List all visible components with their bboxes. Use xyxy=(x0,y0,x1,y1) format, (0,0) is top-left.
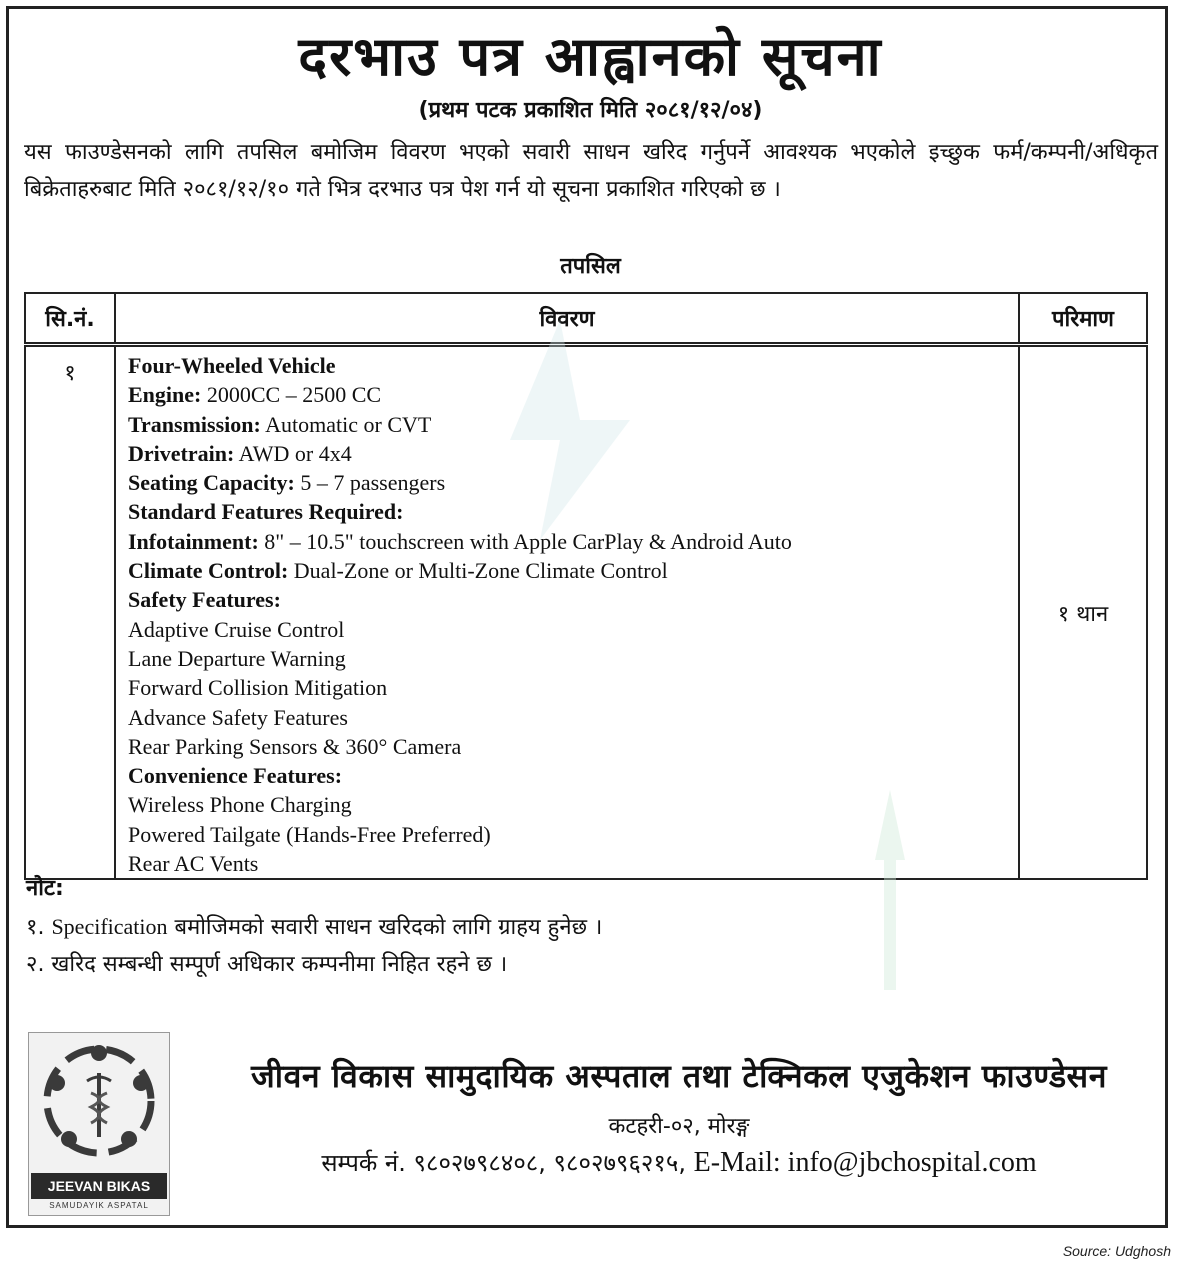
intro-paragraph: यस फाउण्डेसनको लागि तपसिल बमोजिम विवरण भएको सवारी साधन खरिद गर्नुपर्ने आवश्यक भएकोले इच्छुक फर्म/कम्पनी/अधिकृत बिक्रेताहरुबाट मिति २०८१/१२/१० गते भित्र दरभाउ पत्र पेश गर्न यो सूचना प्रकाशित गरिएको छ । xyxy=(24,140,1158,202)
organization-name: जीवन विकास सामुदायिक अस्पताल तथा टेक्निकल एजुकेशन फाउण्डेसन xyxy=(251,1057,1107,1095)
note-2: २. खरिद सम्बन्धी सम्पूर्ण अधिकार कम्पनीमा निहित रहने छ । xyxy=(26,952,508,977)
publication-date: (प्रथम पटक प्रकाशित मिति २०८१/१२/०४) xyxy=(418,98,763,123)
spec-line-wireless-charging: Wireless Phone Charging xyxy=(128,792,352,818)
organization-logo xyxy=(28,1032,170,1216)
spec-line-convenience-features: Convenience Features: xyxy=(128,763,343,789)
source-credit: Source: Udghosh xyxy=(1062,1243,1171,1259)
contact-info xyxy=(214,1146,1144,1179)
spec-line-lane-departure: Lane Departure Warning xyxy=(128,645,346,671)
note-1: १. Specification बमोजिमको सवारी साधन खरिदको लागि ग्राहय हुनेछ । xyxy=(26,914,603,940)
logo-sublabel: SAMUDAYIK ASPATAL xyxy=(49,1201,149,1210)
header-serial-number: सि.नं. xyxy=(25,293,115,345)
table-row xyxy=(25,345,1147,880)
spec-line-rear-ac: Rear AC Vents xyxy=(128,851,259,877)
logo-emblem-icon xyxy=(29,1033,169,1171)
spec-line-advance-safety: Advance Safety Features xyxy=(128,704,348,730)
header-quantity: परिमाण xyxy=(1019,293,1147,345)
spec-line-vehicle-type: Four-Wheeled Vehicle xyxy=(128,353,336,378)
spec-line-climate-control: Climate Control: Dual-Zone or Multi-Zone Climate Control xyxy=(128,558,668,584)
contact-email: E-Mail: info@jbchospital.com xyxy=(693,1147,1037,1178)
spec-line-adaptive-cruise: Adaptive Cruise Control xyxy=(128,616,345,642)
spec-line-safety-features: Safety Features: xyxy=(128,587,281,613)
table-header-row xyxy=(25,293,1147,345)
row-serial-number: १ xyxy=(25,345,115,880)
spec-line-engine: Engine: 2000CC – 2500 CC xyxy=(128,382,382,408)
schedule-heading: तपसिल xyxy=(560,254,621,279)
organization-address: कटहरी-०२, मोरङ्ग xyxy=(608,1114,750,1139)
spec-line-parking-sensors: Rear Parking Sensors & 360° Camera xyxy=(128,733,462,759)
spec-line-drivetrain: Drivetrain: AWD or 4x4 xyxy=(128,440,352,466)
specification-table xyxy=(24,292,1148,880)
spec-line-standard-features: Standard Features Required: xyxy=(128,499,404,525)
spec-line-collision-mitigation: Forward Collision Mitigation xyxy=(128,675,388,701)
notice-title: दरभाउ पत्र आह्वानको सूचना xyxy=(298,25,883,88)
logo-label: JEEVAN BIKAS xyxy=(31,1173,167,1199)
spec-line-infotainment: Infotainment: 8" – 10.5" touchscreen with Apple CarPlay & Android Auto xyxy=(128,528,792,554)
row-quantity: १ थान xyxy=(1019,345,1147,880)
spec-line-seating: Seating Capacity: 5 – 7 passengers xyxy=(128,470,446,496)
notes-heading: नोट: xyxy=(26,876,64,901)
spec-line-transmission: Transmission: Automatic or CVT xyxy=(128,411,432,437)
vehicle-specification xyxy=(115,345,1019,880)
contact-phones: सम्पर्क नं. ९८०२७९८४०८, ९८०२७९६२१५, xyxy=(321,1149,694,1177)
spec-line-powered-tailgate: Powered Tailgate (Hands-Free Preferred) xyxy=(128,821,491,847)
header-description: विवरण xyxy=(115,293,1019,345)
